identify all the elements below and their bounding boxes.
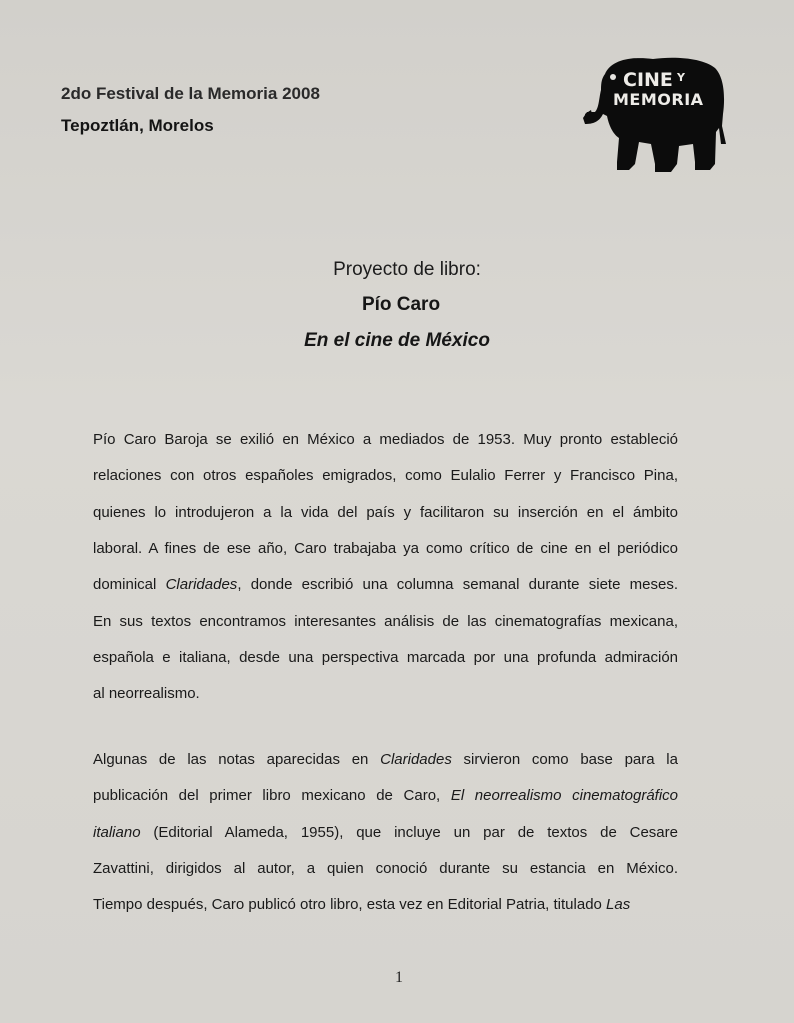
text-run: sirvieron como base para la [451, 751, 678, 768]
italic-title-text: El neorrealismo cinematográfico [450, 787, 678, 805]
paragraph-1-line [93, 504, 678, 522]
paragraph-2-line [93, 787, 678, 805]
logo-text-memoria: MEMORIA [613, 90, 704, 109]
text-run: dominical [93, 576, 166, 594]
text-run: Zavattini, dirigidos al autor, a quien conoció durante su estancia en México. [93, 859, 678, 877]
text-run: laboral. A fines de ese año, Caro trabajaba ya como crítico de cine en el periódico [93, 539, 678, 557]
document-title-name: Pío Caro [361, 294, 441, 315]
italic-title-text: Las [606, 896, 631, 914]
paragraph-2-line [93, 896, 678, 914]
paragraph-2-line [93, 860, 678, 878]
document-title-subtitle: En el cine de México [304, 330, 490, 351]
text-run: relaciones con otros españoles emigrados, como Eulalio Ferrer y Francisco Pina, [93, 467, 678, 485]
document-title-label: Proyecto de libro: [333, 259, 481, 280]
text-run: (Editorial Alameda, 1955), que incluye un par de textos de Cesare [140, 823, 678, 841]
paragraph-1-line [93, 649, 678, 667]
paragraph-1-line [93, 576, 678, 594]
italic-title-text: Claridades [165, 576, 238, 594]
text-run: Pío Caro Baroja se exilió en México a mediados de 1953. Muy pronto estableció [93, 431, 678, 448]
italic-title-text: Claridades [380, 751, 452, 768]
paragraph-2-line [93, 751, 678, 769]
text-run: Tiempo después, Caro publicó otro libro, esta vez en Editorial Patria, titulado [93, 896, 607, 914]
text-run: publicación del primer libro mexicano de Caro, [93, 787, 451, 805]
text-run: española e italiana, desde una perspectiva marcada por una profunda admiración [93, 648, 678, 666]
text-run: Algunas de las notas aparecidas en [93, 751, 381, 768]
festival-name: 2do Festival de la Memoria 2008 [61, 84, 320, 103]
paragraph-1-line [93, 613, 678, 631]
italic-title-text: italiano [93, 823, 141, 841]
paragraph-1-line [93, 540, 678, 558]
text-run: , donde escribió una columna semanal durante siete meses. [237, 576, 679, 594]
festival-location: Tepoztlán, Morelos [61, 116, 214, 135]
text-run: En sus textos encontramos interesantes análisis de las cinematografías mexicana, [93, 612, 678, 630]
paragraph-1-line [93, 431, 678, 449]
page-number: 1 [395, 969, 403, 986]
paragraph-1-line [93, 467, 678, 485]
paragraph-1-line [93, 685, 678, 703]
logo-text-y: Y [677, 71, 685, 84]
logo-text-cine: CINE [623, 69, 673, 91]
cine-y-memoria-logo [583, 52, 733, 176]
paragraph-2-line [93, 824, 678, 842]
text-run: al neorrealismo. [93, 685, 200, 703]
text-run: quienes lo introdujeron a la vida del país y facilitaron su inserción en el ámbito [93, 503, 678, 521]
